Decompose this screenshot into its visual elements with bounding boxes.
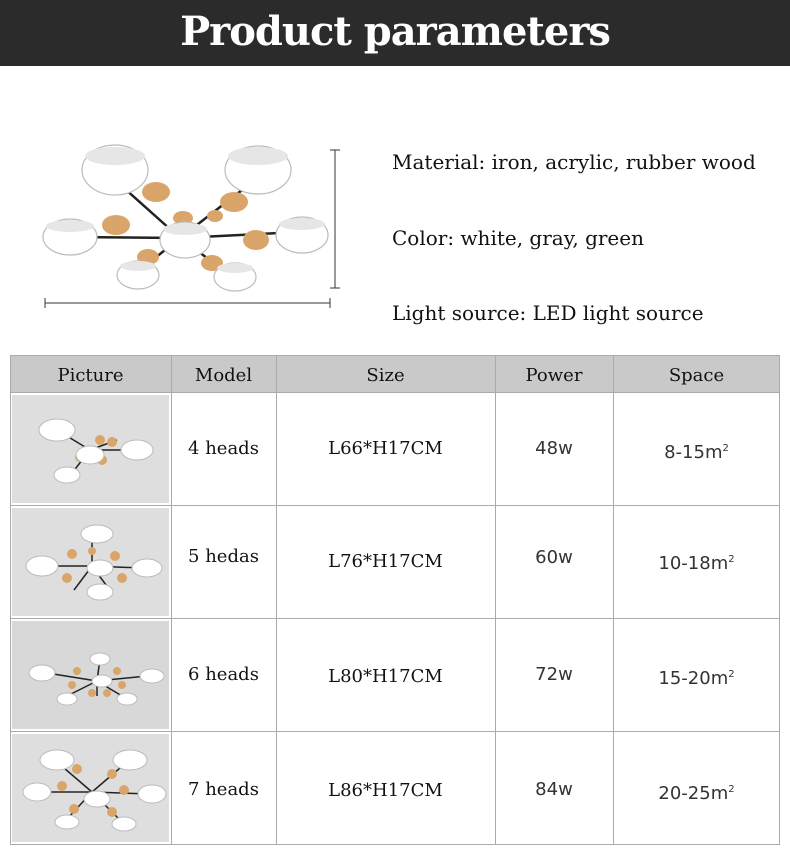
spec-light-source: Light source: LED light source (392, 301, 704, 325)
cell-power: 72w (535, 664, 573, 685)
cell-size: L80*H17CM (328, 666, 443, 687)
cell-space (613, 505, 780, 618)
lamp-thumbnail-5-heads (12, 508, 169, 616)
title-banner (0, 0, 790, 66)
page-title: Product parameters (180, 8, 610, 55)
table-border (10, 844, 780, 845)
col-header-power: Power (495, 355, 613, 392)
cell-model: 6 heads (188, 664, 259, 685)
lamp-thumbnail-6-heads (12, 621, 169, 729)
space-value: 15-20m (658, 668, 729, 689)
space-value: 20-25m (658, 783, 729, 804)
spec-material: Material: iron, acrylic, rubber wood (392, 150, 756, 174)
space-unit-superscript: 2 (728, 554, 735, 565)
cell-model: 7 heads (188, 779, 259, 800)
cell-space (613, 731, 780, 844)
space-value: 8-15m (664, 442, 723, 463)
lamp-thumbnail-4-heads (12, 395, 169, 503)
col-header-picture: Picture (10, 355, 171, 392)
space-value: 10-18m (658, 553, 729, 574)
table-border (10, 355, 11, 844)
cell-model: 4 heads (188, 438, 259, 459)
cell-size: L66*H17CM (328, 438, 443, 459)
col-header-model: Model (171, 355, 276, 392)
space-unit-superscript: 2 (728, 784, 735, 795)
cell-power: 48w (535, 438, 573, 459)
cell-space (613, 618, 780, 731)
cell-size: L86*H17CM (328, 780, 443, 801)
cell-size: L76*H17CM (328, 551, 443, 572)
ceiling-lamp-illustration (30, 140, 350, 315)
cell-space (613, 392, 780, 505)
col-header-space: Space (613, 355, 780, 392)
spec-color: Color: white, gray, green (392, 226, 644, 250)
cell-power: 84w (535, 779, 573, 800)
cell-model: 5 hedas (188, 546, 259, 567)
cell-power: 60w (535, 547, 573, 568)
lamp-thumbnail-7-heads (12, 734, 169, 842)
space-unit-superscript: 2 (722, 443, 729, 454)
space-unit-superscript: 2 (728, 669, 735, 680)
col-header-size: Size (276, 355, 495, 392)
table-border (10, 355, 780, 356)
